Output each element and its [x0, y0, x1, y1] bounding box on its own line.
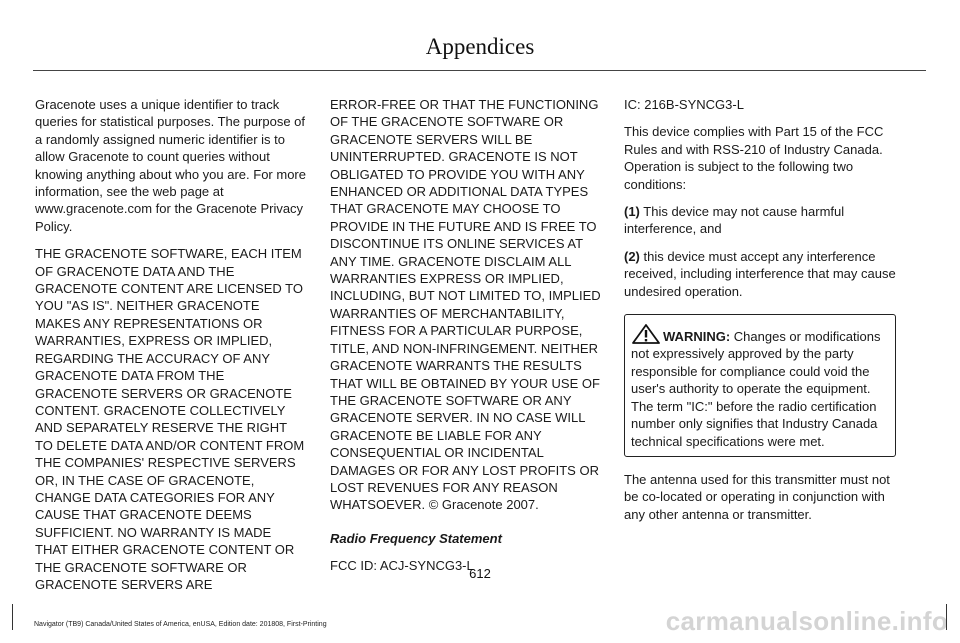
crop-mark-left [12, 604, 13, 630]
crop-mark-right [946, 604, 947, 630]
edition-footer: Navigator (TB9) Canada/United States of America, enUSA, Edition date: 201808, First-Printing [34, 621, 327, 628]
gracenote-license-paragraph: THE GRACENOTE SOFTWARE, EACH ITEM OF GRACENOTE DATA AND THE GRACENOTE CONTENT ARE LICENSED TO YOU "AS IS". NEITHER GRACENOTE MAKES ANY REPRESENTATIONS OR WARRANTIES, EXPRESS OR IMPLIED, REGARDING THE ACCURACY OF ANY GRACENOTE DATA FROM THE GRACENOTE SERVERS OR GRACENOTE CONTENT. GRACENOTE COLLECTIVELY AND SEPARATELY RESERVE THE RIGHT TO DELETE DATA AND/OR CONTENT FROM THE COMPANIES' RESPECTIVE SERVERS OR, IN THE CASE OF GRACENOTE, CHANGE DATA CATEGORIES FOR ANY CAUSE THAT GRACENOTE DEEMS SUFFICIENT. NO WARRANTY IS MADE THAT EITHER GRACENOTE CONTENT OR THE GRACENOTE SOFTWARE OR GRACENOTE SERVERS ARE [35, 246, 305, 592]
condition-2 [624, 248, 896, 300]
column-middle [330, 96, 602, 585]
ic-number: IC: 216B-SYNCG3-L [624, 97, 744, 112]
fcc-compliance-paragraph: This device complies with Part 15 of the FCC Rules and with RSS-210 of Industry Canada. Operation is subject to the following two conditions: [624, 124, 884, 192]
condition-1 [624, 203, 896, 238]
column-left [35, 96, 307, 603]
gracenote-privacy-paragraph: Gracenote uses a unique identifier to track queries for statistical purposes. The purpose of a randomly assigned numeric identifier is to allow Gracenote to count queries without knowing anything about who you are. For more information, see the web page at www.gracenote.com for the Gracenote Privacy Policy. [35, 97, 306, 234]
warning-triangle-icon [631, 323, 661, 345]
watermark: carmanualsonline.info [665, 606, 948, 636]
warning-text: Changes or modifications not expressively approved by the party responsible for compliance could void the user's authority to operate the equipment. The term "IC:" before the radio certification number only signifies that Industry Canada technical specifications were met. [631, 329, 881, 449]
condition-1-number: (1) [624, 204, 640, 220]
condition-2-number: (2) [624, 248, 640, 264]
warning-label: WARNING: [663, 329, 731, 345]
antenna-paragraph: The antenna used for this transmitter must not be co-located or operating in conjunction with any other antenna or transmitter. [624, 471, 890, 522]
warning-box [624, 314, 896, 457]
header-divider [33, 70, 926, 71]
gracenote-warranty-paragraph: ERROR-FREE OR THAT THE FUNCTIONING OF THE GRACENOTE SOFTWARE OR GRACENOTE SERVERS WILL BE UNINTERRUPTED. GRACENOTE IS NOT OBLIGATED TO PROVIDE YOU WITH ANY ENHANCED OR ADDITIONAL DATA TYPES THAT GRACENOTE MAY CHOOSE TO PROVIDE IN THE FUTURE AND IS FREE TO DISCONTINUE ITS ONLINE SERVICES AT ANY TIME. GRACENOTE DISCLAIM ALL WARRANTIES EXPRESS OR IMPLIED, INCLUDING, BUT NOT LIMITED TO, IMPLIED WARRANTIES OF MERCHANTABILITY, FITNESS FOR A PARTICULAR PURPOSE, TITLE, AND NON-INFRINGEMENT. NEITHER GRACENOTE WARRANTS THE RESULTS THAT WILL BE OBTAINED BY YOUR USE OF THE GRACENOTE SOFTWARE OR ANY GRACENOTE SERVER. IN NO CASE WILL GRACENOTE BE LIABLE FOR ANY CONSEQUENTIAL OR INCIDENTAL DAMAGES OR FOR ANY LOST PROFITS OR LOST REVENUES FOR ANY REASON WHATSOEVER. © Gracenote 2007. [330, 97, 601, 513]
condition-1-text: This device may not cause harmful interference, and [624, 204, 845, 237]
section-heading-radio-frequency: Radio Frequency Statement [330, 530, 502, 546]
fcc-id: FCC ID: ACJ-SYNCG3-L [330, 558, 474, 574]
page-title: Appendices [425, 34, 535, 59]
page-number: 612 [469, 566, 491, 581]
column-right [624, 96, 896, 533]
condition-2-text: this device must accept any interference received, including interference that may cause undesired operation. [624, 248, 896, 299]
